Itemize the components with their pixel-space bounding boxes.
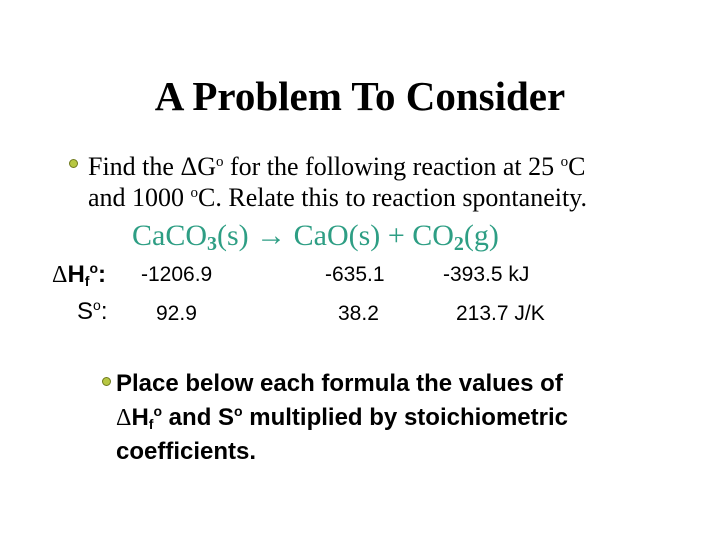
task-text: G bbox=[197, 152, 216, 181]
instruction-line-1: Place below each formula the values of bbox=[116, 370, 563, 397]
instruction-line-2 bbox=[116, 401, 568, 435]
delta-symbol: Δ bbox=[180, 152, 198, 181]
task-line-1 bbox=[88, 151, 586, 182]
instruction-line-3: coefficients. bbox=[116, 438, 257, 465]
product-subscript: 2 bbox=[453, 233, 464, 255]
enthalpy-value: -393.5 kJ bbox=[443, 263, 530, 286]
label-subscript: f bbox=[84, 273, 90, 289]
label-colon: : bbox=[100, 298, 108, 325]
instruction-subscript: f bbox=[148, 416, 154, 432]
label-superscript: o bbox=[89, 260, 99, 276]
slide-title: A Problem To Consider bbox=[154, 73, 566, 119]
enthalpy-value: -1206.9 bbox=[141, 263, 213, 286]
degree-superscript: o bbox=[190, 185, 199, 201]
bullet-icon bbox=[102, 377, 111, 386]
degree-superscript: o bbox=[215, 154, 224, 170]
task-text: C bbox=[568, 152, 586, 181]
reaction-equation bbox=[132, 219, 499, 256]
entropy-value: 213.7 J/K bbox=[456, 302, 545, 325]
task-text: C. Relate this to reaction spontaneity. bbox=[198, 183, 587, 212]
entropy-value: 38.2 bbox=[338, 302, 379, 325]
task-text: and 1000 bbox=[88, 183, 191, 212]
product-formula: CaO(s) bbox=[293, 219, 381, 252]
label-colon: : bbox=[98, 261, 107, 288]
delta-symbol: Δ bbox=[116, 405, 132, 431]
degree-superscript: o bbox=[560, 154, 569, 170]
entropy-label bbox=[77, 298, 107, 326]
enthalpy-label bbox=[52, 261, 106, 289]
instruction-text: H bbox=[131, 404, 149, 431]
reactant-state: (s) bbox=[217, 219, 249, 252]
bullet-icon bbox=[69, 159, 78, 168]
task-text: for the following reaction at 25 bbox=[223, 152, 561, 181]
instruction-text: multiplied by stoichiometric bbox=[242, 404, 568, 431]
reactant-formula: CaCO bbox=[132, 219, 207, 252]
enthalpy-value: -635.1 bbox=[325, 263, 385, 286]
task-line-2 bbox=[88, 182, 587, 213]
product-state: (g) bbox=[463, 219, 499, 252]
delta-symbol: Δ bbox=[52, 262, 68, 288]
task-text: Find the bbox=[88, 152, 181, 181]
label-text: H bbox=[67, 261, 85, 288]
entropy-value: 92.9 bbox=[156, 302, 197, 325]
product-formula: CO bbox=[412, 219, 454, 252]
label-superscript: o bbox=[93, 297, 101, 313]
instruction-text: and S bbox=[162, 404, 235, 431]
instruction-superscript: o bbox=[153, 403, 163, 419]
reactant-subscript: 3 bbox=[207, 233, 217, 255]
instruction-superscript: o bbox=[234, 403, 243, 419]
reaction-arrow-icon: → bbox=[256, 219, 287, 252]
label-text: S bbox=[77, 298, 94, 325]
plus-sign: + bbox=[387, 219, 405, 252]
